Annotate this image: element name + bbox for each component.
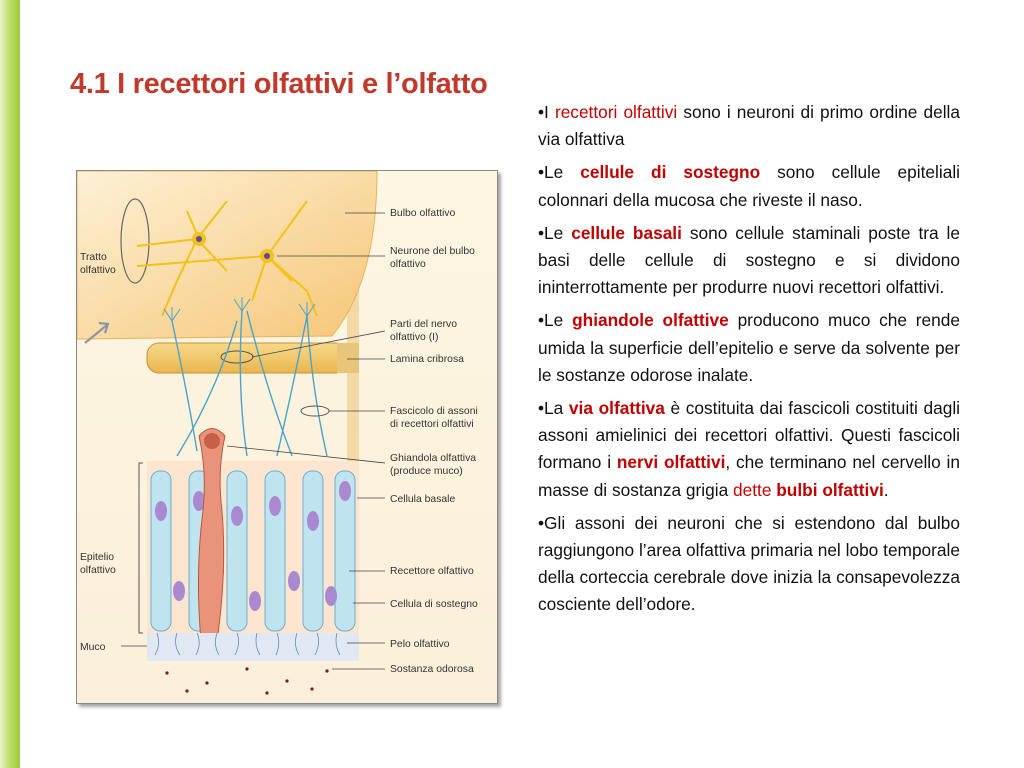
bullet-2-post: sono cellule epiteliali colonnari della mucosa che riveste il naso.	[538, 162, 960, 210]
label-parti-nervo-1: Parti del nervo	[390, 319, 457, 330]
olfactory-diagram	[77, 171, 497, 703]
bullet-via-olfattiva	[538, 395, 960, 504]
label-neurone-bulbo-2: olfattivo	[390, 259, 426, 270]
bullet-4-post: producono muco che rende umida la superficie dell’epitelio e serve da solvente per le sostanze odorose inalate.	[538, 310, 960, 385]
bullet-1-pre: •I	[538, 102, 555, 122]
bullet-3-highlight: cellule basali	[571, 222, 682, 243]
bullet-3-post: sono cellule staminali poste tra le basi delle cellule di sostegno e si dividono ininterrottamente per produrre nuovi recettori olfattivi.	[538, 222, 961, 298]
cribriform-plate-side	[337, 343, 359, 373]
bullet-3-pre: •Le	[538, 222, 572, 243]
olfactory-anatomy-figure	[76, 170, 498, 704]
label-ghiandola-2: (produce muco)	[390, 466, 463, 477]
bullet-cellule-sostegno	[538, 159, 960, 213]
bullet-5-mid-2: , che terminano nel cervello in masse di sostanza grigia	[538, 452, 960, 500]
bullet-5-pre: •La	[538, 398, 569, 419]
bullet-5-highlight-4: bulbi olfattivi	[776, 479, 884, 500]
label-ghiandola-1: Ghiandola olfattiva	[390, 453, 477, 464]
bullet-5-highlight-2: nervi olfattivi	[616, 452, 726, 473]
label-bulbo-olfattivo: Bulbo olfattivo	[390, 208, 456, 219]
bullet-1-highlight: recettori olfattivi	[554, 102, 678, 122]
label-sostanza-odorosa: Sostanza odorosa	[390, 664, 474, 675]
label-muco: Muco	[80, 642, 106, 653]
decorative-side-bar	[0, 0, 20, 768]
bullet-2-pre: •Le	[538, 162, 581, 183]
label-fascicolo-1: Fascicolo di assoni	[390, 406, 478, 417]
bullet-recettori	[538, 99, 960, 153]
page-title: 4.1 I recettori olfattivi e l’olfatto	[70, 68, 488, 100]
bullet-2-highlight: cellule di sostegno	[580, 162, 761, 183]
bullet-5-highlight-3: dette	[733, 479, 777, 500]
bullet-4-highlight: ghiandole olfattive	[572, 310, 729, 331]
label-lamina-cribrosa: Lamina cribrosa	[390, 354, 464, 365]
mucus-layer	[147, 633, 359, 661]
gland-acinus	[204, 433, 220, 449]
label-parti-nervo-2: olfattivo (I)	[390, 332, 439, 343]
bullet-1-post: sono i neuroni di primo ordine della via olfattiva	[538, 102, 960, 150]
label-fascicolo-2: di recettori olfattivi	[390, 419, 474, 430]
label-cellula-basale: Cellula basale	[390, 494, 456, 505]
bullet-4-pre: •Le	[538, 310, 573, 331]
label-epitelio-1: Epitelio	[80, 552, 115, 563]
label-cellula-sostegno: Cellula di sostegno	[390, 599, 478, 610]
neuron-nucleus-2	[264, 253, 270, 259]
bullet-ghiandole	[538, 307, 960, 389]
bullet-cellule-basali	[538, 220, 960, 302]
label-epitelio-2: olfattivo	[80, 565, 116, 576]
bullet-5-post: .	[883, 479, 889, 500]
label-recettore-olfattivo: Recettore olfattivo	[390, 566, 474, 577]
label-tratto-1: Tratto	[80, 252, 107, 263]
olfactory-epithelium	[147, 461, 359, 641]
neuron-nucleus-1	[196, 236, 202, 242]
bullet-6-text: •Gli assoni dei neuroni che si estendono dal bulbo raggiungono l’area olfattiva primaria nel lobo temporale della corteccia cerebrale dove inizia la consapevolezza cosciente dell’odore.	[538, 512, 960, 615]
bullet-5-mid: è costituita dai fascicoli costituiti dagli assoni amielinici dei recettori olfattivi. Questi fascicoli formano i	[538, 398, 960, 473]
label-tratto-2: olfattivo	[80, 265, 116, 276]
label-pelo-olfattivo: Pelo olfattivo	[390, 639, 450, 650]
label-neurone-bulbo-1: Neurone del bulbo	[390, 246, 475, 257]
bullet-text-column	[538, 99, 960, 625]
bullet-5-highlight: via olfattiva	[568, 398, 665, 419]
bullet-assoni	[538, 510, 960, 619]
